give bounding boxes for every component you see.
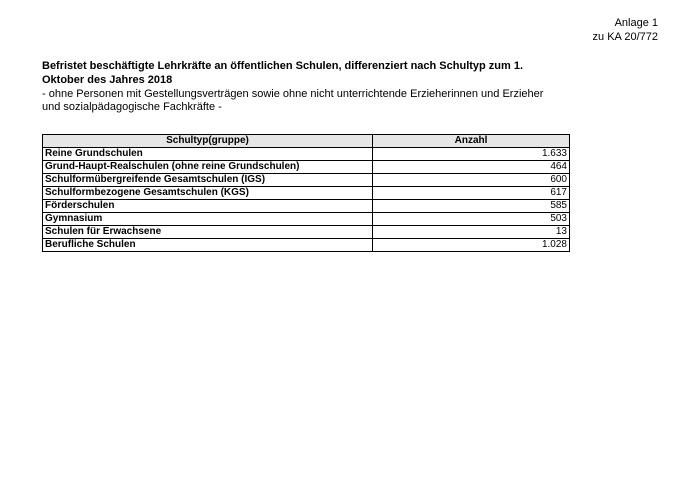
row-count: 1.633 xyxy=(373,148,570,161)
row-school-type: Gymnasium xyxy=(43,213,373,226)
row-count: 464 xyxy=(373,161,570,174)
document-reference: zu KA 20/772 xyxy=(592,31,658,43)
row-count: 585 xyxy=(373,200,570,213)
table-row xyxy=(43,174,570,187)
row-count: 13 xyxy=(373,226,570,239)
row-count: 503 xyxy=(373,213,570,226)
document-subtitle: - ohne Personen mit Gestellungsverträgen sowie ohne nicht unterrichtende Erzieherinnen und Erzieher und sozialpädagogische Fachkräfte - xyxy=(42,88,544,113)
row-school-type: Berufliche Schulen xyxy=(43,239,373,252)
table-row xyxy=(43,148,570,161)
school-type-table xyxy=(42,134,570,252)
column-header-anzahl: Anzahl xyxy=(373,135,570,148)
table-header-row xyxy=(43,135,570,148)
table-row xyxy=(43,213,570,226)
document-title: Befristet beschäftigte Lehrkräfte an öffentlichen Schulen, differenziert nach Schultyp zum 1. Oktober des Jahres 2018 xyxy=(42,60,524,86)
row-school-type: Schulformbezogene Gesamtschulen (KGS) xyxy=(43,187,373,200)
row-school-type: Reine Grundschulen xyxy=(43,148,373,161)
table-row xyxy=(43,187,570,200)
row-school-type: Schulen für Erwachsene xyxy=(43,226,373,239)
row-school-type: Schulformübergreifende Gesamtschulen (IGS) xyxy=(43,174,373,187)
table-row xyxy=(43,226,570,239)
table-row xyxy=(43,161,570,174)
row-count: 1.028 xyxy=(373,239,570,252)
row-count: 600 xyxy=(373,174,570,187)
column-header-schultyp: Schultyp(gruppe) xyxy=(43,135,373,148)
row-school-type: Grund-Haupt-Realschulen (ohne reine Grundschulen) xyxy=(43,161,373,174)
table-row xyxy=(43,200,570,213)
attachment-number: Anlage 1 xyxy=(614,17,658,29)
attachment-label xyxy=(593,16,658,44)
row-school-type: Förderschulen xyxy=(43,200,373,213)
table-row xyxy=(43,239,570,252)
row-count: 617 xyxy=(373,187,570,200)
